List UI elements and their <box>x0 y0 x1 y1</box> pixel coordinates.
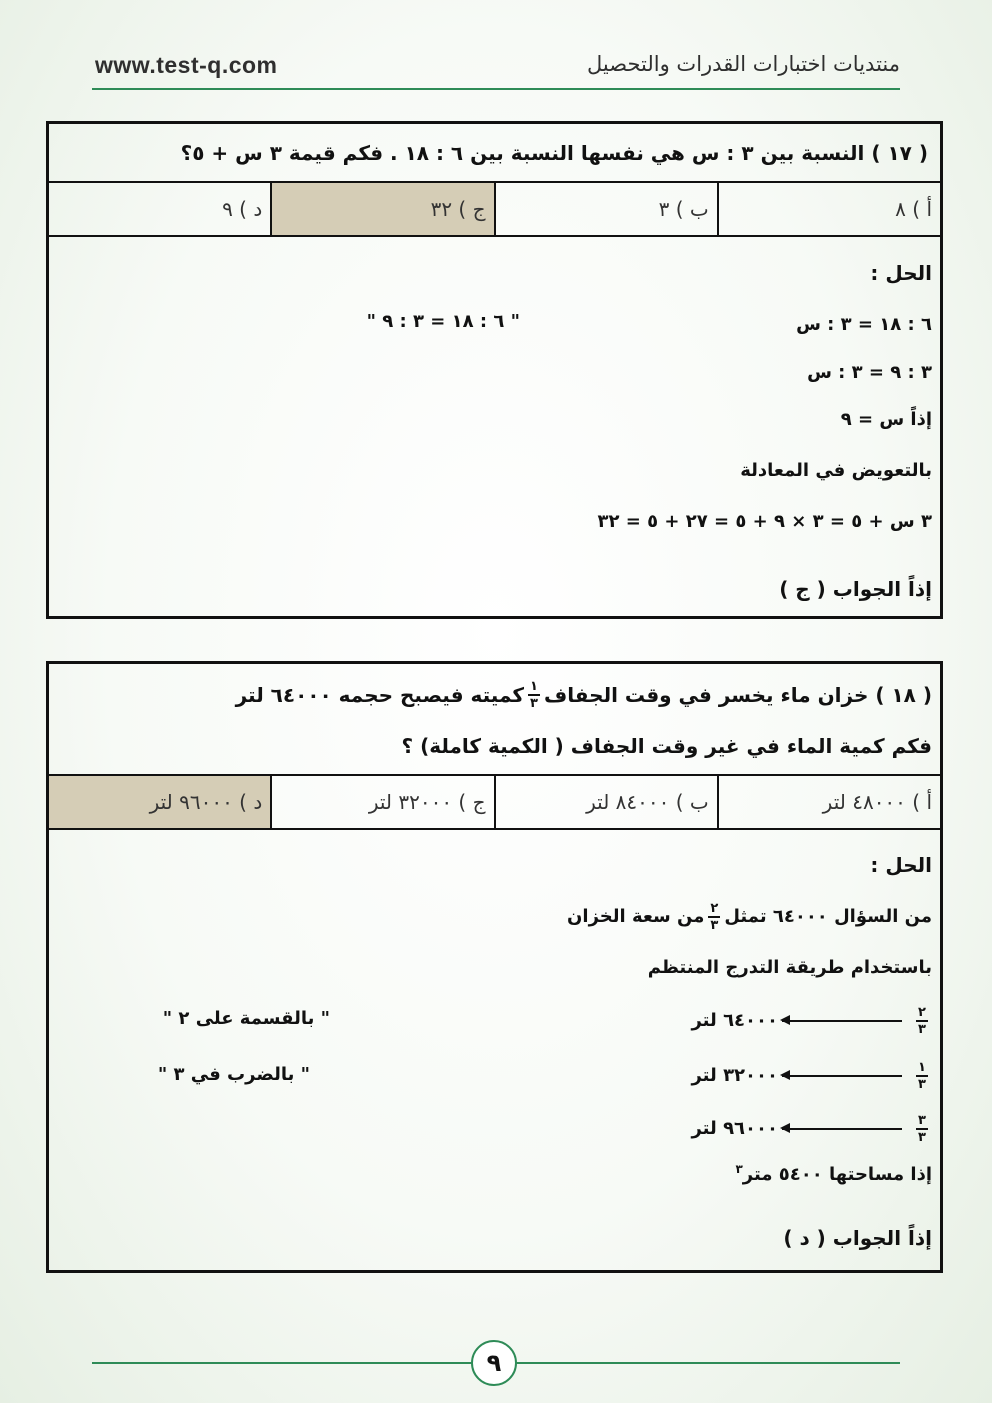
q18-solution-heading: الحل : <box>870 853 932 877</box>
arrow-left-icon <box>782 1020 902 1022</box>
question-18-text <box>49 664 940 776</box>
q18-scale-fraction-1: $\frac{٢}{٣}$ <box>916 1006 928 1036</box>
q18-scale-fraction-3: $\frac{٣}{٣}$ <box>916 1114 928 1144</box>
question-18-options <box>49 776 940 830</box>
question-18-card <box>46 661 943 1273</box>
q18-step-2: باستخدام طريقة التدرج المنتظم <box>647 957 932 978</box>
q18-line-1 <box>236 680 932 710</box>
question-17-card <box>46 121 943 619</box>
question-17-text: ( ١٧ ) النسبة بين ٣ : س هي نفسها النسبة بين ٦ : ١٨ . فكم قيمة ٣ س + ٥؟ <box>49 124 940 183</box>
q18-option-a[interactable]: أ ) ٤٨٠٠٠ لتر <box>717 776 940 828</box>
q18-answer: إذاً الجواب ( د ) <box>783 1226 932 1250</box>
arrow-left-icon <box>782 1075 902 1077</box>
q18-step-1: من السؤال ٦٤٠٠٠ تمثل $\frac{٢}{٣}$ من سعة الخزان <box>567 901 932 933</box>
q18-step-3-exponent: ٣ <box>735 1162 743 1176</box>
q18-option-c[interactable]: ج ) ٣٢٠٠٠ لتر <box>270 776 493 828</box>
page-header <box>95 48 900 88</box>
forum-title: منتديات اختبارات القدرات والتحصيل <box>587 52 900 76</box>
question-17-options <box>49 183 940 237</box>
q18-scale-value-3: ٩٦٠٠٠ لتر <box>691 1118 778 1140</box>
q18-multiply-note: " بالضرب في ٣ " <box>157 1064 310 1085</box>
q18-scale-row-3 <box>691 1114 932 1144</box>
q18-step-3: إذا مساحتها ٥٤٠٠ متر$^٣$ <box>735 1162 932 1185</box>
q18-line-1b: كميته فيصبح حجمه ٦٤٠٠٠ لتر <box>235 682 525 707</box>
q18-line-1a: ( ١٨ ) خزان ماء يخسر في وقت الجفاف <box>544 682 932 707</box>
q17-option-a[interactable]: أ ) ٨ <box>717 183 940 235</box>
q17-step-4: بالتعويض في المعادلة <box>740 460 932 481</box>
q17-ratio-note: " ٦ : ١٨ = ٣ : ٩ " <box>366 311 520 332</box>
q17-step-2: ٣ : ٩ = ٣ : س <box>807 362 932 383</box>
q18-fraction: $\frac{١}{٣}$ <box>528 680 540 710</box>
q18-option-b[interactable]: ب ) ٨٤٠٠٠ لتر <box>494 776 717 828</box>
q18-scale-row-1 <box>691 1006 932 1036</box>
arrow-left-icon <box>782 1128 902 1130</box>
q17-solution-heading: الحل : <box>870 261 932 285</box>
q18-scale-value-2: ٣٢٠٠٠ لتر <box>691 1065 778 1087</box>
q18-option-d-selected[interactable]: د ) ٩٦٠٠٠ لتر <box>49 776 270 828</box>
q17-solution <box>49 237 940 617</box>
site-url: www.test-q.com <box>95 52 278 78</box>
q17-option-d[interactable]: د ) ٩ <box>222 197 263 221</box>
q18-line-2: فكم كمية الماء في غير وقت الجفاف ( الكمية كاملة) ؟ <box>401 734 932 758</box>
q17-step-3: إذاً س = ٩ <box>840 409 932 430</box>
q18-solution <box>49 830 940 1270</box>
q17-step-1: ٦ : ١٨ = ٣ : س <box>796 314 932 335</box>
q18-scale-value-1: ٦٤٠٠٠ لتر <box>691 1010 778 1032</box>
q18-divide-note: " بالقسمة على ٢ " <box>162 1008 330 1029</box>
q17-step-5: ٣ س + ٥ = ٣ × ٩ + ٥ = ٢٧ + ٥ = ٣٢ <box>597 511 932 532</box>
q18-scale-row-2 <box>691 1061 932 1091</box>
q17-option-c-selected[interactable]: ج ) ٣٢ <box>270 183 493 235</box>
q17-answer: إذاً الجواب ( ج ) <box>779 577 932 601</box>
q18-scale-fraction-2: $\frac{١}{٣}$ <box>916 1061 928 1091</box>
q18-step-1-fraction: $\frac{٢}{٣}$ <box>708 902 720 932</box>
page-number: ٩ <box>471 1340 517 1386</box>
q17-option-b[interactable]: ب ) ٣ <box>494 183 717 235</box>
header-divider <box>92 88 900 90</box>
